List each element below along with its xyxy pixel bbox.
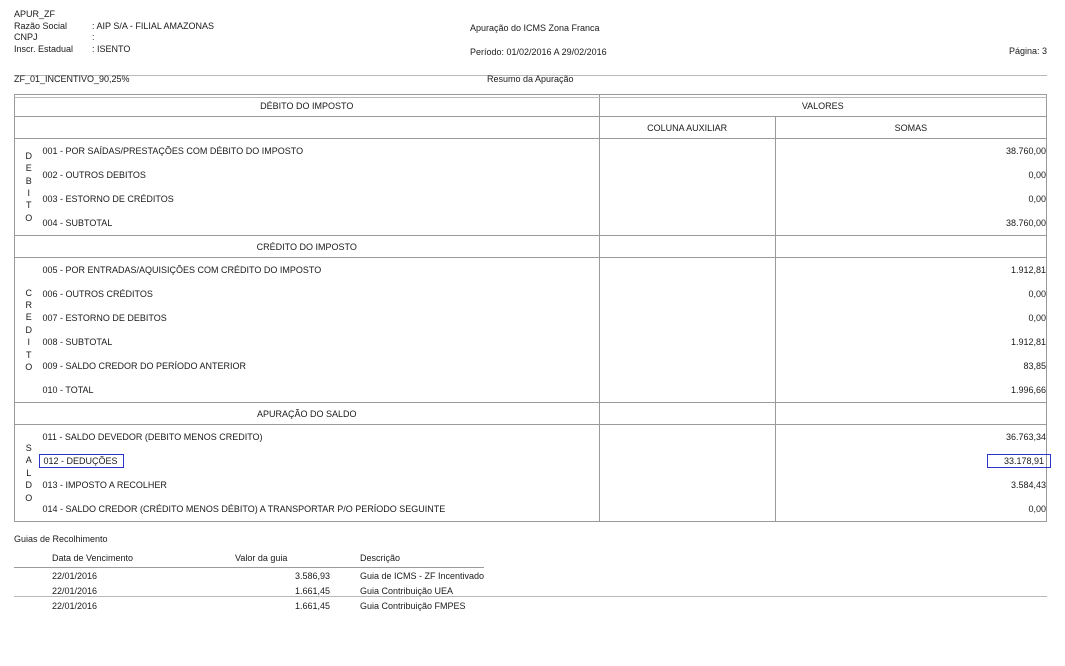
row-soma: 0,00 bbox=[775, 163, 1046, 187]
guias-cell-data: 22/01/2016 bbox=[52, 600, 98, 611]
row-aux bbox=[599, 258, 775, 283]
guias-col-data: Data de Vencimento bbox=[14, 550, 197, 568]
row-soma-deducoes bbox=[775, 449, 1046, 473]
row-label: 001 - POR SAÍDAS/PRESTAÇÕES COM DÉBITO DO IMPOSTO bbox=[42, 146, 304, 156]
field-inscr-estadual bbox=[14, 44, 214, 56]
table-row bbox=[15, 139, 1047, 164]
row-aux bbox=[599, 378, 775, 403]
field-value: : bbox=[92, 32, 98, 42]
row-label: 006 - OUTROS CRÉDITOS bbox=[42, 289, 153, 299]
section-title: CRÉDITO DO IMPOSTO bbox=[15, 236, 600, 258]
row-soma: 83,85 bbox=[775, 354, 1046, 378]
table-row bbox=[15, 187, 1047, 211]
guias-col-valor: Valor da guia bbox=[197, 550, 330, 568]
report-subheader bbox=[0, 70, 1065, 90]
row-soma: 1.912,81 bbox=[775, 330, 1046, 354]
section-header-saldo bbox=[15, 403, 1047, 425]
row-aux bbox=[599, 306, 775, 330]
row-aux bbox=[599, 187, 775, 211]
side-label-credito: C R E D I T O bbox=[15, 258, 43, 403]
section-title-soma bbox=[775, 403, 1046, 425]
apuracao-table bbox=[14, 94, 1047, 522]
guias-cell-valor: 1.661,45 bbox=[294, 585, 330, 596]
table-row bbox=[15, 211, 1047, 236]
field-cnpj bbox=[14, 32, 214, 44]
system-tag-text: APUR_ZF bbox=[14, 9, 56, 19]
table-header-row-2 bbox=[15, 117, 1047, 139]
row-aux bbox=[599, 473, 775, 497]
row-aux bbox=[599, 211, 775, 236]
table-row bbox=[15, 282, 1047, 306]
row-label: 014 - SALDO CREDOR (CRÉDITO MENOS DÉBITO) A TRANSPORTAR P/O PERÍODO SEGUINTE bbox=[42, 504, 446, 514]
guias-table bbox=[14, 550, 484, 613]
side-label-saldo: S A L D O bbox=[15, 425, 43, 522]
guias-title: Guias de Recolhimento bbox=[14, 534, 108, 544]
row-aux bbox=[599, 330, 775, 354]
table-row bbox=[15, 258, 1047, 283]
field-label: CNPJ bbox=[14, 32, 38, 42]
field-label: Inscr. Estadual bbox=[14, 43, 74, 54]
row-label: 004 - SUBTOTAL bbox=[42, 218, 113, 228]
row-label: 008 - SUBTOTAL bbox=[42, 337, 113, 347]
guias-cell-data: 22/01/2016 bbox=[52, 585, 98, 596]
row-aux bbox=[599, 163, 775, 187]
col-header-debito: DÉBITO DO IMPOSTO bbox=[15, 95, 600, 117]
guias-cell-valor: 1.661,45 bbox=[294, 600, 330, 611]
row-aux bbox=[599, 139, 775, 164]
field-value: : AIP S/A - FILIAL AMAZONAS bbox=[92, 20, 215, 31]
table-row bbox=[15, 497, 1047, 522]
table-row bbox=[15, 425, 1047, 450]
row-label: 005 - POR ENTRADAS/AQUISIÇÕES COM CRÉDITO DO IMPOSTO bbox=[42, 265, 322, 275]
table-row-deducoes bbox=[15, 449, 1047, 473]
rule-code: ZF_01_INCENTIVO_90,25% bbox=[14, 74, 130, 84]
report-header bbox=[0, 0, 1065, 70]
section-header-credito bbox=[15, 236, 1047, 258]
summary-label: Resumo da Apuração bbox=[487, 74, 574, 84]
section-title-soma bbox=[775, 236, 1046, 258]
side-label-debito: D E B I T O bbox=[15, 139, 43, 236]
row-label: 007 - ESTORNO DE DEBITOS bbox=[42, 313, 167, 323]
row-label: 013 - IMPOSTO A RECOLHER bbox=[42, 480, 167, 490]
row-soma: 1.912,81 bbox=[775, 258, 1046, 283]
guias-cell-valor: 3.586,93 bbox=[294, 570, 330, 581]
row-aux bbox=[599, 282, 775, 306]
table-row bbox=[15, 378, 1047, 403]
table-row bbox=[15, 306, 1047, 330]
table-row bbox=[15, 354, 1047, 378]
guias-cell-descricao: Guia de ICMS - ZF Incentivado bbox=[360, 570, 485, 581]
guias-row bbox=[14, 568, 484, 584]
row-soma: 0,00 bbox=[775, 282, 1046, 306]
row-soma: 3.584,43 bbox=[775, 473, 1046, 497]
table-row bbox=[15, 473, 1047, 497]
guias-col-descricao: Descrição bbox=[330, 550, 484, 568]
row-label-deducoes bbox=[43, 449, 600, 473]
system-tag bbox=[14, 9, 214, 21]
row-label-deducoes-highlight[interactable]: 012 - DEDUÇÕES bbox=[39, 454, 124, 468]
report-title-block bbox=[470, 22, 607, 58]
row-label: 011 - SALDO DEVEDOR (DEBITO MENOS CREDITO) bbox=[42, 432, 263, 442]
guias-divider bbox=[14, 596, 1047, 597]
guias-cell-descricao: Guia Contribuição UEA bbox=[360, 585, 454, 596]
row-soma: 38.760,00 bbox=[775, 211, 1046, 236]
guias-header-row bbox=[14, 550, 484, 568]
section-title: APURAÇÃO DO SALDO bbox=[15, 403, 600, 425]
row-soma: 38.760,00 bbox=[775, 139, 1046, 164]
col-header-somas: SOMAS bbox=[775, 117, 1046, 139]
section-title-aux bbox=[599, 236, 775, 258]
row-aux bbox=[599, 497, 775, 522]
row-aux bbox=[599, 425, 775, 450]
section-title-aux bbox=[599, 403, 775, 425]
page-number: Página: 3 bbox=[1008, 46, 1047, 56]
col-header-valores: VALORES bbox=[599, 95, 1046, 117]
guias-cell-data: 22/01/2016 bbox=[52, 570, 98, 581]
row-aux bbox=[599, 449, 775, 473]
row-label: 003 - ESTORNO DE CRÉDITOS bbox=[42, 194, 174, 204]
col-header-spacer bbox=[15, 117, 600, 139]
row-soma: 0,00 bbox=[775, 497, 1046, 522]
page-title: Apuração do ICMS Zona Franca bbox=[470, 23, 600, 33]
table-row bbox=[15, 163, 1047, 187]
row-label: 002 - OUTROS DEBITOS bbox=[42, 170, 146, 180]
row-soma: 1.996,66 bbox=[775, 378, 1046, 403]
row-label: 009 - SALDO CREDOR DO PERÍODO ANTERIOR bbox=[42, 361, 247, 371]
row-soma-deducoes-highlight[interactable]: 33.178,91 bbox=[987, 454, 1051, 468]
company-block bbox=[14, 9, 214, 55]
field-value: : ISENTO bbox=[92, 43, 131, 54]
row-soma: 36.763,34 bbox=[775, 425, 1046, 450]
subheader-divider bbox=[14, 97, 1047, 98]
report-period: Período: 01/02/2016 A 29/02/2016 bbox=[470, 47, 607, 57]
row-soma: 0,00 bbox=[775, 306, 1046, 330]
row-soma: 0,00 bbox=[775, 187, 1046, 211]
table-row bbox=[15, 330, 1047, 354]
field-label: Razão Social bbox=[14, 20, 68, 31]
row-aux bbox=[599, 354, 775, 378]
field-razao-social bbox=[14, 21, 214, 33]
col-header-coluna-auxiliar: COLUNA AUXILIAR bbox=[599, 117, 775, 139]
row-label: 010 - TOTAL bbox=[42, 385, 94, 395]
guias-row bbox=[14, 598, 484, 613]
guias-cell-descricao: Guia Contribuição FMPES bbox=[360, 600, 466, 611]
